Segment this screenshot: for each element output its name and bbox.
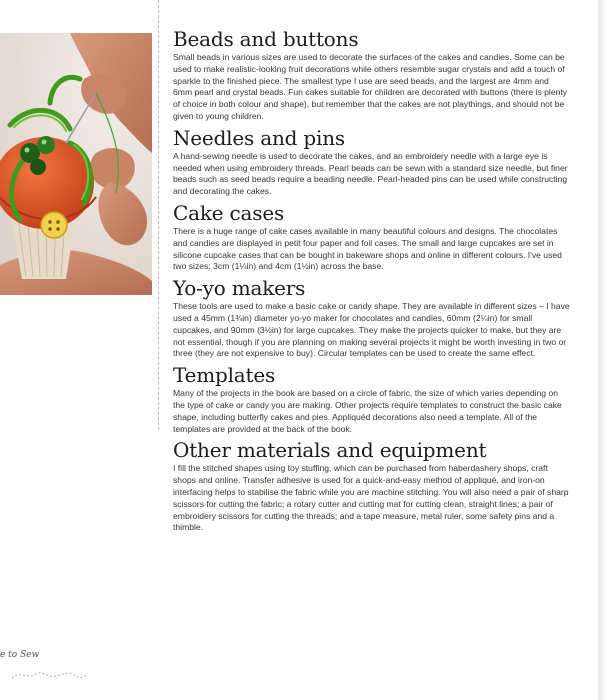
section-beads-and-buttons <box>173 28 570 123</box>
content-column <box>173 28 570 538</box>
cupcake-illustration <box>0 33 152 295</box>
heading-cake-cases: Cake cases <box>173 200 285 225</box>
paragraph-yo-yo-makers: These tools are used to make a basic cake or candy shape. They are available in different sizes – I have used a 45mm (1¾in) diameter yo-yo maker for chocolates and candies, 60mm (2¼in) for small cupcakes, and 90mm (3½in) for large cupcakes. They make the projects quicker to make, but they are not essential, though if you are planning on making several projects it might be worth investing in two or three (they are not expensive to buy). Circular templates can be used to create the same effect. <box>173 301 570 359</box>
paragraph-cake-cases: There is a huge range of cake cases available in many beautiful colours and designs. The chocolates and candies are displayed in petit four paper and foil cases. The small and large cupcakes are set in silicone cupcake cases that can be bought in bakeware shops and online in different colours. I've used two sizes: 3cm (1¼in) and 4cm (1½in) across the base. <box>173 225 562 272</box>
paragraph-other-materials: I fill the stitched shapes using toy stuffing, which can be purchased from haberdashery shops, craft shops and online. Transfer adhesive is used for a quick-and-easy method of appliqué, and iron-on interfacing helps to stabilise the fabric while you are machine stitching. You will also need a pair of sharp scissors for cutting the fabric; a rotary cutter and cutting mat for cutting clean, straight lines; a pair of embroidery scissors for cutting the threads; and a tape measure, metal ruler, some safety pins and a thimble. <box>173 463 569 533</box>
heading-yo-yo-makers: Yo-yo makers <box>173 276 306 301</box>
section-templates <box>173 364 570 435</box>
section-other-materials <box>173 439 570 534</box>
heading-needles-and-pins: Needles and pins <box>173 125 345 150</box>
section-needles-and-pins <box>173 127 570 198</box>
heading-beads-and-buttons: Beads and buttons <box>173 27 359 51</box>
decorative-swirl-icon <box>10 668 90 682</box>
cupcake-photo <box>0 33 152 295</box>
paragraph-beads-and-buttons: Small beads in various sizes are used to decorate the surfaces of the cakes and candies. Some can be used to make realistic-looking fruit decorations while others resemble sugar crystals and add a touch of sparkle to the finished piece. The smallest type I use are seed beads, and the largest are 4mm and 6mm pearl and crystal beads. Fun cakes suitable for children are decorated with buttons (there is plenty of choice in both colour and shape), but remember that the cakes are not playthings, and should not be given to young children. <box>173 52 568 121</box>
section-yo-yo-makers <box>173 277 570 360</box>
page-edge <box>598 0 607 700</box>
section-cake-cases <box>173 202 570 273</box>
paragraph-needles-and-pins: A hand-sewing needle is used to decorate the cakes, and an embroidery needle with a large eye is needed when using embroidery threads. Pearl beads can be sewn with a standard size needle, but finer beads such as seed beads require a beading needle. Pearl-headed pins can be used while constructing and decorating the cakes. <box>173 150 568 197</box>
paragraph-templates: Many of the projects in the book are based on a circle of fabric, the size of which varies depending on the type of cake or candy you are making. Other projects require templates to construct the basic cake shape, including butterfly cakes and pies. Appliquéd decorations also need a template. All of the templates are provided at the back of the book. <box>173 388 562 434</box>
heading-other-materials: Other materials and equipment <box>173 438 487 463</box>
heading-templates: Templates <box>173 363 276 388</box>
fold-line <box>158 0 159 430</box>
footer-running-title: e to Sew <box>0 650 40 660</box>
